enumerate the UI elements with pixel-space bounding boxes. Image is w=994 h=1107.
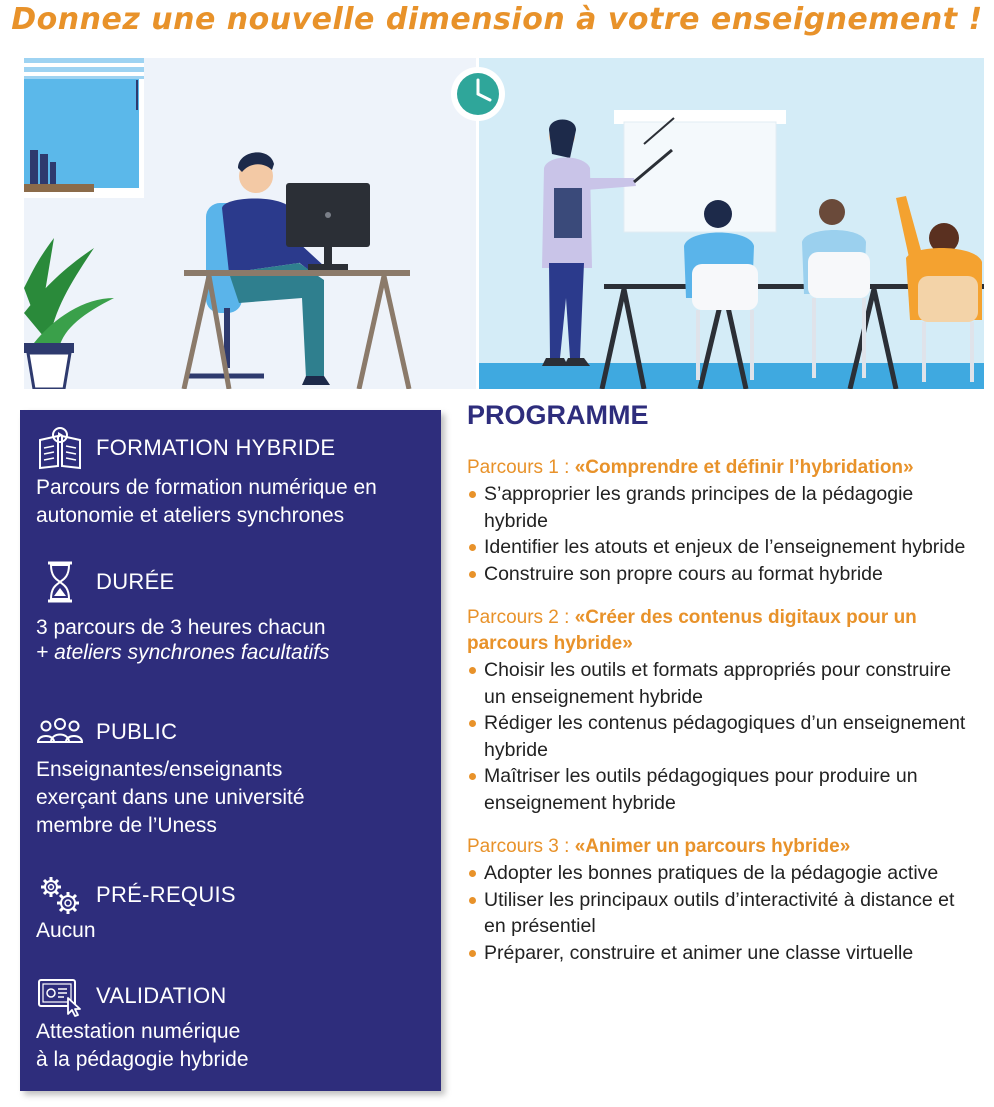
parcours-list	[467, 481, 977, 587]
info-public	[36, 710, 305, 840]
info-line: 3 parcours de 3 heures chacun	[36, 616, 326, 639]
hourglass-icon	[36, 560, 84, 604]
list-item: Identifier les atouts et enjeux de l’enseignement hybride	[467, 534, 977, 561]
info-line: autonomie et ateliers synchrones	[36, 504, 345, 527]
info-line: exerçant dans une université	[36, 786, 305, 809]
programme-section	[467, 400, 977, 984]
list-item: Rédiger les contenus pédagogiques d’un enseignement hybride	[467, 710, 977, 763]
info-line: membre de l’Uness	[36, 814, 217, 837]
gears-icon	[36, 873, 84, 917]
parcours-title: Parcours 1 : «Comprendre et définir l’hybridation»	[467, 457, 914, 478]
parcours-list	[467, 657, 977, 816]
info-panel	[20, 410, 441, 1091]
info-title: PRÉ-REQUIS	[96, 882, 236, 907]
parcours-title: Parcours 3 : «Animer un parcours hybride»	[467, 836, 851, 857]
info-title: DURÉE	[96, 569, 175, 594]
list-item: Construire son propre cours au format hybride	[467, 561, 977, 588]
hero-illustration	[24, 58, 984, 389]
list-item: Maîtriser les outils pédagogiques pour produire un enseignement hybride	[467, 763, 977, 816]
info-validation	[36, 974, 249, 1074]
people-icon	[36, 710, 84, 754]
parcours-title: Parcours 2 : «Créer des contenus digitaux pour un parcours hybride»	[467, 607, 917, 654]
list-item: Préparer, construire et animer une classe virtuelle	[467, 940, 977, 967]
info-line: Attestation numérique	[36, 1020, 241, 1043]
open-book-icon	[36, 426, 84, 470]
list-item: Utiliser les principaux outils d’interactivité à distance et en présentiel	[467, 887, 977, 940]
certificate-icon	[36, 974, 84, 1018]
info-line: Aucun	[36, 919, 96, 942]
list-item: Adopter les bonnes pratiques de la pédagogie active	[467, 860, 977, 887]
parcours-list	[467, 860, 977, 966]
info-formation	[36, 426, 377, 530]
info-line: à la pédagogie hybride	[36, 1048, 249, 1071]
info-title: VALIDATION	[96, 983, 227, 1008]
info-duree	[36, 560, 330, 664]
info-title: PUBLIC	[96, 719, 178, 744]
parcours-1	[467, 455, 977, 587]
info-line-italic: + ateliers synchrones facultatifs	[36, 641, 330, 664]
info-title: FORMATION HYBRIDE	[96, 435, 336, 460]
parcours-3	[467, 834, 977, 966]
programme-title: PROGRAMME	[467, 400, 649, 430]
info-line: Parcours de formation numérique en	[36, 476, 377, 499]
info-prerequis	[36, 873, 236, 945]
info-line: Enseignantes/enseignants	[36, 758, 283, 781]
parcours-2	[467, 605, 977, 816]
list-item: S’approprier les grands principes de la pédagogie hybride	[467, 481, 977, 534]
list-item: Choisir les outils et formats appropriés pour construire un enseignement hybride	[467, 657, 977, 710]
page-headline: Donnez une nouvelle dimension à votre enseignement !	[11, 2, 983, 37]
